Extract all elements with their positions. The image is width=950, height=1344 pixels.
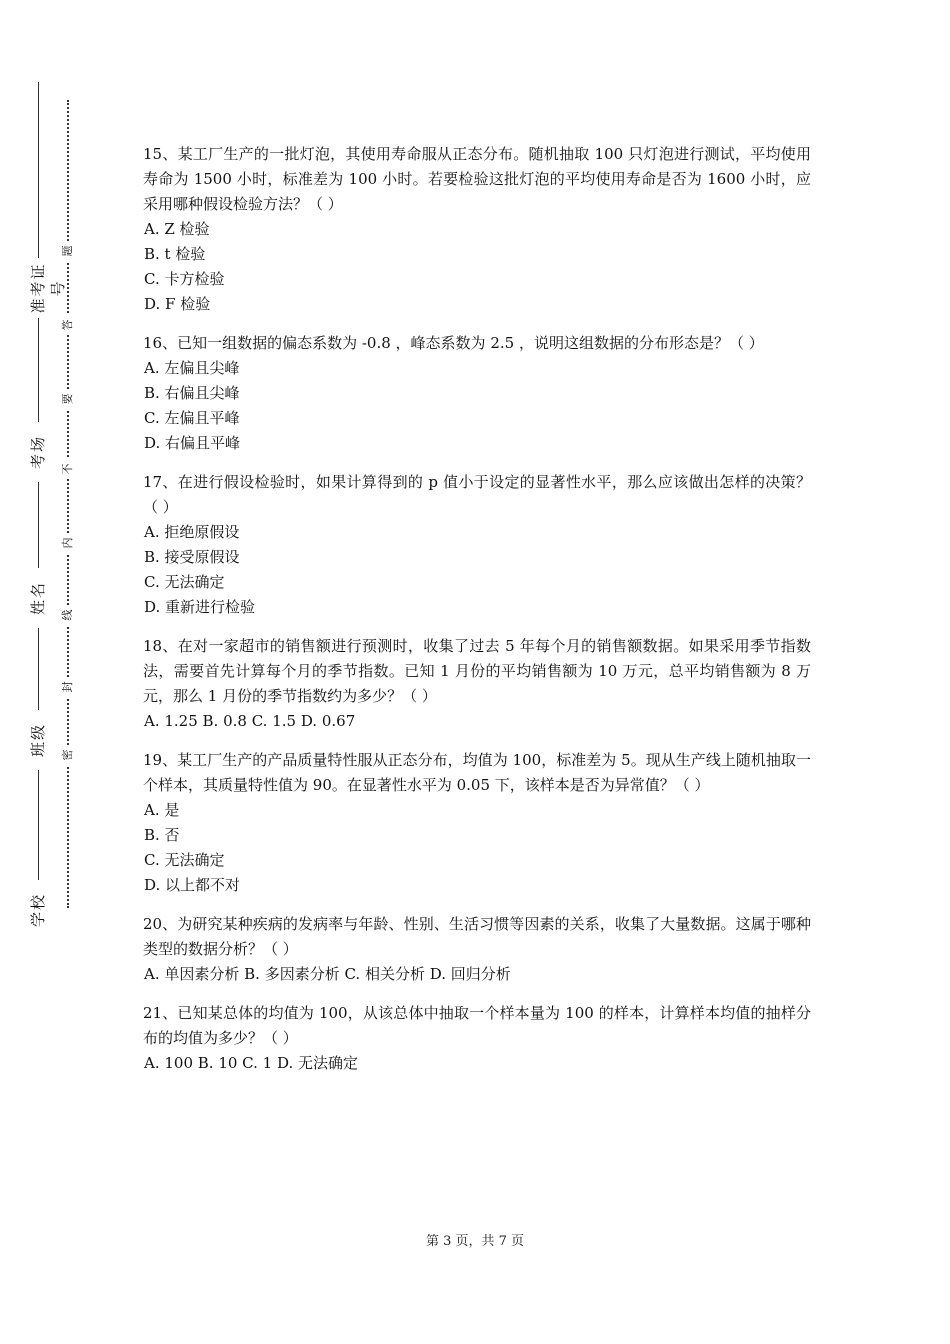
binding-margin — [0, 0, 120, 1344]
field-class: 班级 — [28, 710, 48, 770]
binding-dotted-line — [67, 100, 69, 908]
options-inline: A. 1.25 B. 0.8 C. 1.5 D. 0.67 — [144, 712, 356, 730]
question-text: 21、已知某总体的均值为 100，从该总体中抽取一个样本量为 100 的样本，计算样本均值的抽样分布的均值为多少？（ ） — [143, 1004, 811, 1047]
question-list — [143, 142, 811, 1090]
question-21 — [143, 1001, 811, 1076]
seal-char-xian: 线 — [61, 605, 75, 625]
seal-char-mi: 密 — [61, 745, 75, 765]
question-text: 19、某工厂生产的产品质量特性服从正态分布，均值为 100，标准差为 5。现从生产线上随机抽取一个样本，其质量特性值为 90。在显著性水平为 0.05 下，该样本是否为异常值？（ ） — [143, 751, 811, 794]
seal-char-bu: 不 — [61, 459, 75, 479]
option-b: B. 否 — [144, 826, 180, 844]
options-inline: A. 100 B. 10 C. 1 D. 无法确定 — [144, 1054, 358, 1072]
question-18 — [143, 634, 811, 734]
question-text: 20、为研究某种疾病的发病率与年龄、性别、生活习惯等因素的关系，收集了大量数据。这属于哪种类型的数据分析？（ ） — [143, 915, 811, 958]
question-20 — [143, 912, 811, 987]
seal-char-nei: 内 — [61, 533, 75, 553]
option-d: D. 重新进行检验 — [144, 598, 256, 616]
options-inline: A. 单因素分析 B. 多因素分析 C. 相关分析 D. 回归分析 — [144, 965, 511, 983]
question-text: 17、在进行假设检验时，如果计算得到的 p 值小于设定的显著性水平，那么应该做出怎样的决策？（ ） — [143, 473, 811, 516]
question-text: 16、已知一组数据的偏态系数为 -0.8 ，峰态系数为 2.5 ，说明这组数据的分布形态是？（ ） — [143, 334, 764, 352]
seal-char-ti: 题 — [61, 241, 75, 261]
seal-char-yao: 要 — [61, 389, 75, 409]
question-text: 15、某工厂生产的一批灯泡，其使用寿命服从正态分布。随机抽取 100 只灯泡进行测试，平均使用寿命为 1500 小时，标准差为 100 小时。若要检验这批灯泡的平均使用寿命是否为 1600 小时，应采用哪种假设检验方法？（ ） — [143, 145, 811, 213]
field-exam-room: 考场 — [28, 422, 48, 482]
option-b: B. t 检验 — [144, 245, 206, 263]
question-19 — [143, 748, 811, 898]
page-footer: 第 3 页，共 7 页 — [425, 1234, 525, 1249]
option-a: A. Z 检验 — [144, 220, 210, 238]
option-d: D. 以上都不对 — [144, 876, 241, 894]
question-15 — [143, 142, 811, 317]
question-17 — [143, 470, 811, 620]
binding-solid-line — [38, 82, 39, 922]
field-name: 姓名 — [28, 568, 48, 628]
question-16 — [143, 331, 811, 456]
option-d: D. F 检验 — [144, 295, 211, 313]
seal-char-da: 答 — [61, 315, 75, 335]
seal-char-feng: 封 — [61, 677, 75, 697]
question-text: 18、在对一家超市的销售额进行预测时，收集了过去 5 年每个月的销售额数据。如果采用季节指数法，需要首先计算每个月的季节指数。已知 1 月份的平均销售额为 10 万元，总平均销售额为 8 万元，那么 1 月份的季节指数约为多少？（ ） — [143, 637, 811, 705]
option-a: A. 左偏且尖峰 — [144, 359, 240, 377]
option-b: B. 右偏且尖峰 — [144, 384, 240, 402]
option-b: B. 接受原假设 — [144, 548, 240, 566]
option-c: C. 卡方检验 — [144, 270, 225, 288]
option-a: A. 是 — [144, 801, 180, 819]
option-c: C. 无法确定 — [144, 573, 225, 591]
option-d: D. 右偏且平峰 — [144, 434, 241, 452]
option-a: A. 拒绝原假设 — [144, 523, 240, 541]
field-school: 学校 — [28, 880, 48, 940]
option-c: C. 无法确定 — [144, 851, 225, 869]
field-exam-number: 准考证号 — [28, 258, 48, 318]
option-c: C. 左偏且平峰 — [144, 409, 240, 427]
